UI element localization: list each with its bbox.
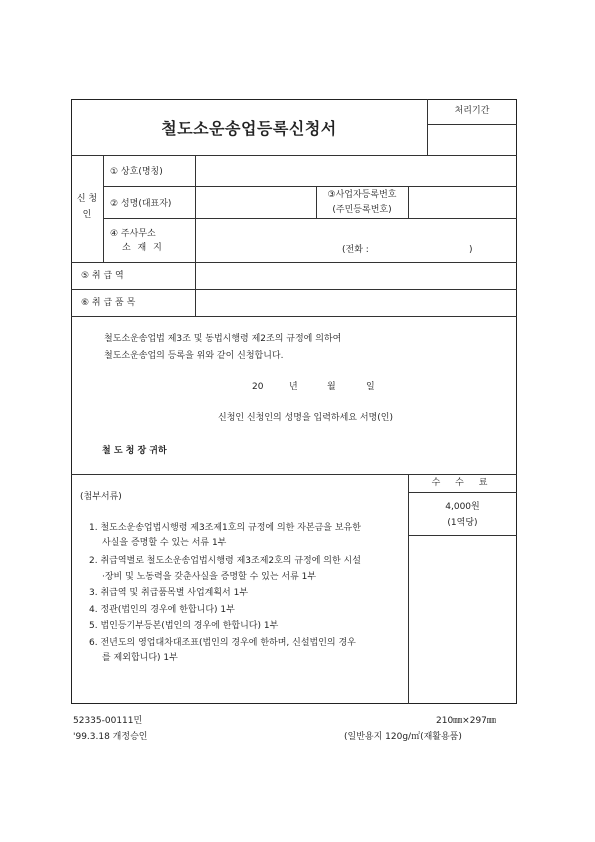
business-reg-no-label: ③사업자등록번호 xyxy=(327,190,397,200)
phone-close: ) xyxy=(469,245,473,255)
attachment-item: 6. 전년도의 영업대차대조표(법인의 경우에 한하며, 신설법인의 경우 xyxy=(89,638,356,648)
paper-spec: (일반용지 120g/㎡(재활용품) xyxy=(344,732,462,742)
date-day: 일 xyxy=(366,382,375,392)
handling-station-label: ⑤ 취 급 역 xyxy=(81,271,124,281)
applicant-label: 신 청 xyxy=(76,194,98,204)
divider xyxy=(103,155,104,262)
fee-amount: 4,000원 xyxy=(445,502,480,512)
date-year: 년 xyxy=(289,382,298,392)
address-label: ④ 주사무소 xyxy=(110,229,156,239)
fee-label: 수 수 료 xyxy=(431,478,494,488)
attachment-item-cont: 를 제외합니다) 1부 xyxy=(102,653,178,663)
resident-reg-no-label: (주민등록번호) xyxy=(332,205,392,215)
paper-size: 210㎜×297㎜ xyxy=(436,716,496,726)
trade-name-field[interactable] xyxy=(196,156,516,185)
applicant-label-2: 인 xyxy=(82,210,92,220)
statement-line-1: 철도소운송업법 제3조 및 동법시행령 제2조의 규정에 의하여 xyxy=(104,334,342,344)
trade-name-label: ① 상호(명칭) xyxy=(110,167,163,177)
handling-items-field[interactable] xyxy=(196,290,516,315)
representative-name-label: ② 성명(대표자) xyxy=(110,199,172,209)
handling-items-label: ⑥ 취 급 품 목 xyxy=(81,298,136,308)
divider xyxy=(408,535,517,536)
attachment-item: 5. 법인등기부등본(법인의 경우에 한합니다) 1부 xyxy=(89,621,279,631)
date-year-prefix: 20 xyxy=(252,382,264,392)
form-title: 철도소운송업등록신청서 xyxy=(161,119,337,138)
attachment-item: 2. 취급역별로 철도소운송업법시행령 제3조제2호의 규정에 의한 시설 xyxy=(89,556,361,566)
business-reg-no-field[interactable] xyxy=(409,187,516,217)
date-month: 월 xyxy=(327,382,336,392)
form-code: 52335-00111민 xyxy=(73,716,143,726)
attachment-item: 3. 취급역 및 취급품목별 사업계획서 1부 xyxy=(89,588,249,598)
divider xyxy=(408,492,517,493)
divider xyxy=(71,316,517,317)
attachment-item-cont: ·장비 및 노동력을 갖춘사실을 증명할 수 있는 서류 1부 xyxy=(102,572,317,582)
attachment-item: 1. 철도소운송업법시행령 제3조제1호의 규정에 의한 자본금을 보유한 xyxy=(89,523,361,533)
divider xyxy=(71,474,517,475)
recipient: 철 도 청 장 귀하 xyxy=(102,446,167,456)
processing-period-label: 처리기간 xyxy=(454,106,490,116)
handling-station-field[interactable] xyxy=(196,263,516,288)
applicant-signature[interactable]: 신청인 신청인의 성명을 입력하세요 서명(인) xyxy=(218,413,393,423)
fee-unit: (1역당) xyxy=(447,518,478,528)
attachments-title: (첨부서류) xyxy=(80,492,122,502)
attachment-item-cont: 사실을 증명할 수 있는 서류 1부 xyxy=(102,538,227,548)
address-label-2: 소 재 지 xyxy=(122,243,164,253)
phone-label: (전화 : xyxy=(342,245,369,255)
attachment-item: 4. 정관(법인의 경우에 한합니다) 1부 xyxy=(89,605,235,615)
approval-date: '99.3.18 개정승인 xyxy=(73,732,148,742)
representative-name-field[interactable] xyxy=(196,187,315,217)
divider xyxy=(427,124,517,125)
statement-line-2: 철도소운송업의 등록을 위와 같이 신청합니다. xyxy=(104,351,284,361)
